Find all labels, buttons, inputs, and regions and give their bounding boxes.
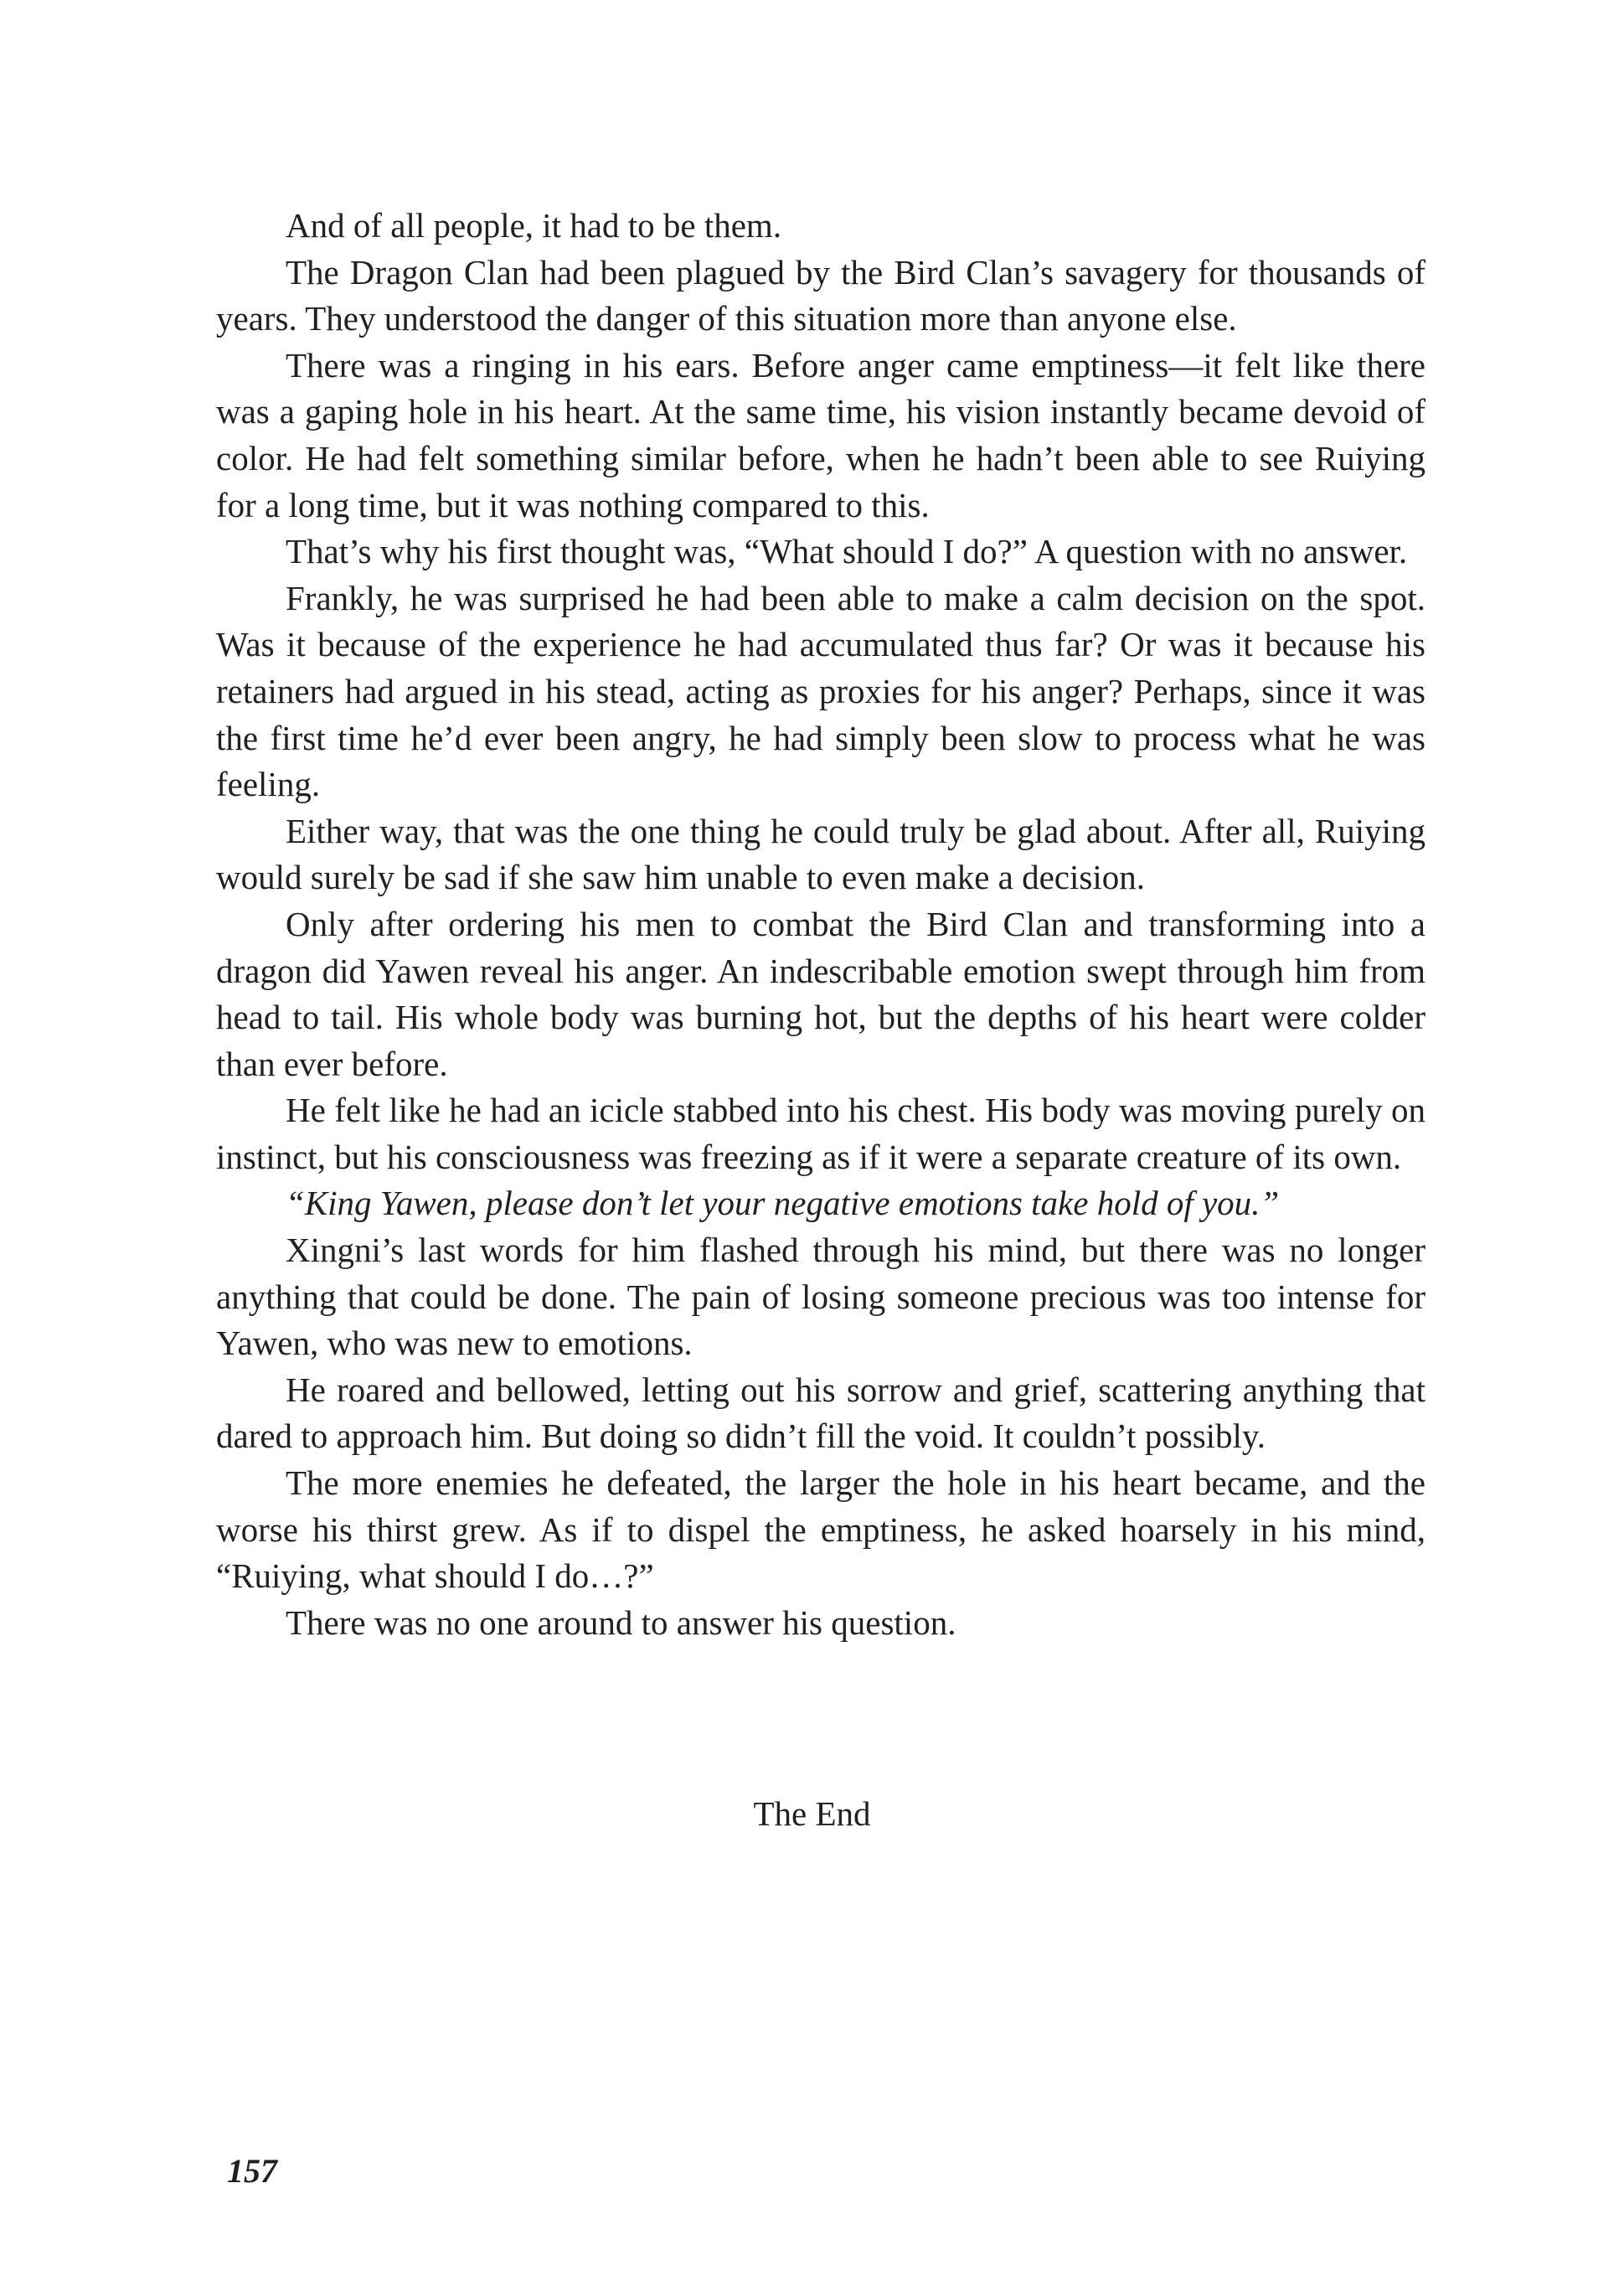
paragraph: There was a ringing in his ears. Before anger came emptiness—it felt like there was a gaping hole in his heart. At the same time, his vision instantly became devoid of color. He had felt something similar before, when he hadn’t been able to see Ruiying for a long time, but it was nothing compared to this. — [216, 345, 1426, 524]
body-text — [216, 203, 1426, 1646]
paragraph: He roared and bellowed, letting out his sorrow and grief, scattering anything that dared to approach him. But doing so didn’t fill the void. It couldn’t possibly. — [216, 1370, 1426, 1456]
paragraph: Only after ordering his men to combat the Bird Clan and transforming into a dragon did Yawen reveal his anger. An indescribable emotion swept through him from head to tail. His whole body was burning hot, but the depths of his heart were colder than ever before. — [216, 904, 1426, 1083]
page-number: 157 — [227, 2152, 277, 2190]
paragraph: The more enemies he defeated, the larger the hole in his heart became, and the worse his thirst grew. As if to dispel the emptiness, he asked hoarsely in his mind, “Ruiying, what should I do…?” — [216, 1463, 1426, 1596]
the-end-heading: The End — [753, 1794, 871, 1833]
paragraph: He felt like he had an icicle stabbed into his chest. His body was moving purely on instinct, but his consciousness was freezing as if it were a separate creature of its own. — [216, 1091, 1426, 1176]
paragraph: There was no one around to answer his question. — [286, 1602, 956, 1642]
paragraph: That’s why his first thought was, “What should I do?” A question with no answer. — [286, 532, 1408, 571]
paragraph: Xingni’s last words for him flashed through his mind, but there was no longer anything that could be done. The pain of losing someone precious was too intense for Yawen, who was new to emotions. — [216, 1231, 1426, 1363]
paragraph: The Dragon Clan had been plagued by the Bird Clan’s savagery for thousands of years. They understood the danger of this situation more than anyone else. — [216, 252, 1426, 338]
paragraph: Frankly, he was surprised he had been able to make a calm decision on the spot. Was it because of the experience he had accumulated thus far? Or was it because his retainers had argued in his stead, acting as proxies for his anger? Perhaps, since it was the first time he’d ever been angry, he had simply been slow to process what he was feeling. — [216, 578, 1426, 804]
paragraph: And of all people, it had to be them. — [286, 206, 782, 245]
italic-quote-paragraph: “King Yawen, please don’t let your negative emotions take hold of you.” — [286, 1184, 1280, 1223]
paragraph: Either way, that was the one thing he could truly be glad about. After all, Ruiying would surely be sad if she saw him unable to even make a decision. — [216, 811, 1426, 897]
